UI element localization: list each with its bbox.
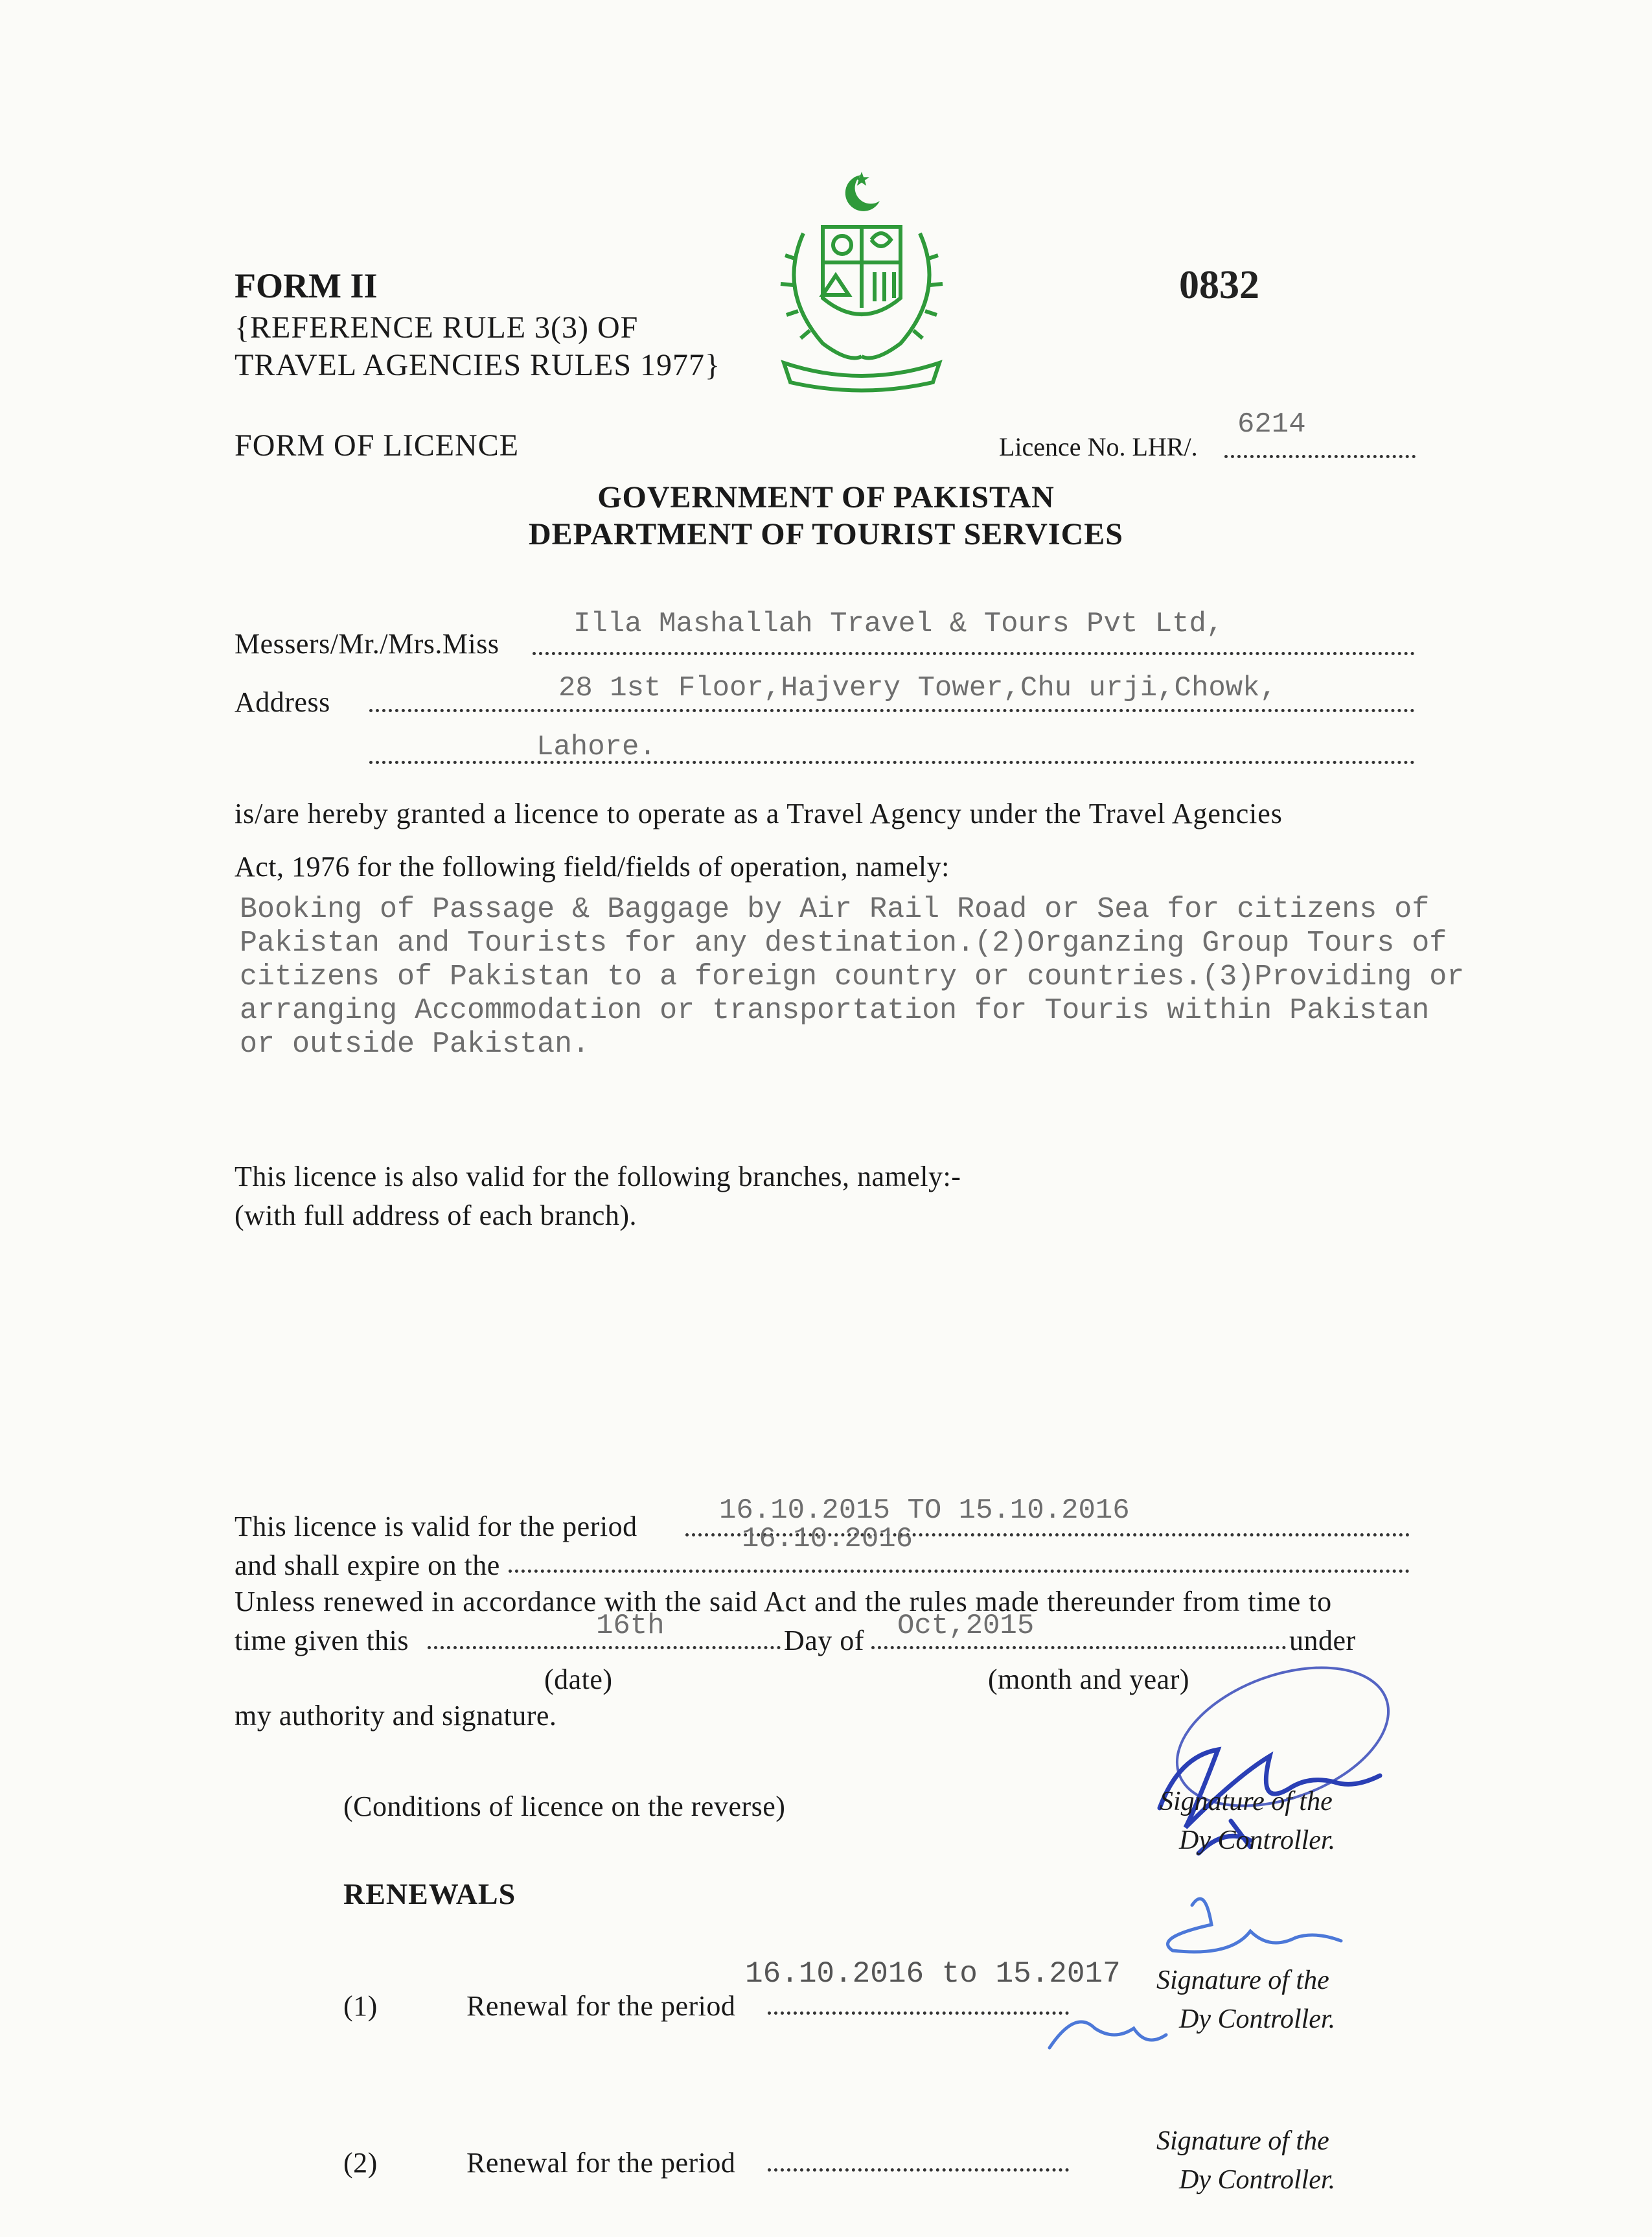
given-label: time given this — [235, 1625, 409, 1656]
licence-no-label: Licence No. LHR/. — [999, 432, 1198, 461]
branches-line-1: This licence is also valid for the following branches, namely:- — [235, 1161, 961, 1192]
expire-value: 16.10.2016 — [742, 1523, 913, 1555]
field-line: or outside Pakistan. — [240, 1028, 590, 1061]
renewal-1-value: 16.10.2016 to 15.2017 — [745, 1957, 1121, 1991]
licence-no-value: 6214 — [1237, 408, 1306, 441]
reference-line-1: {REFERENCE RULE 3(3) OF — [235, 310, 639, 345]
expire-dotted-line — [509, 1570, 1410, 1573]
form-title: FORM II — [235, 266, 378, 305]
government-heading: GOVERNMENT OF PAKISTAN — [597, 480, 1055, 515]
name-label: Messers/Mr./Mrs.Miss — [235, 628, 499, 660]
date-caption: (date) — [544, 1663, 613, 1695]
reference-line-2: TRAVEL AGENCIES RULES 1977} — [235, 348, 721, 382]
validity-period-value: 16.10.2015 TO 15.10.2016 — [719, 1494, 1130, 1527]
renewal-1-sig-line-2: Dy Controller. — [1179, 2004, 1336, 2034]
signature-caption-line-2: Dy Controller. — [1179, 1826, 1336, 1855]
signature-caption-line-1: Signature of the — [1160, 1787, 1333, 1816]
renewal-2-sig-line-2: Dy Controller. — [1179, 2165, 1336, 2195]
renewals-heading: RENEWALS — [343, 1877, 516, 1910]
field-line: Booking of Passage & Baggage by Air Rail Road or Sea for citizens of — [240, 893, 1430, 926]
field-line: Pakistan and Tourists for any destination.(2)Organzing Group Tours of — [240, 927, 1447, 960]
authority-text: my authority and signature. — [235, 1700, 557, 1732]
renewal-2-sig-line-1: Signature of the — [1156, 2126, 1329, 2156]
fields-of-operation — [240, 893, 1464, 1061]
field-line: arranging Accommodation or transportation for Touris within Pakistan — [240, 994, 1430, 1027]
renewal-2-dotted-line — [768, 2168, 1069, 2172]
form-of-licence: FORM OF LICENCE — [235, 428, 520, 463]
conditions-note: (Conditions of licence on the reverse) — [343, 1791, 786, 1822]
under-label: under — [1289, 1625, 1356, 1656]
renewal-2-label: Renewal for the period — [466, 2147, 736, 2179]
name-dotted-line — [533, 652, 1415, 655]
renewal-1-number: (1) — [343, 1990, 378, 2022]
given-day-dotted-line — [428, 1646, 781, 1649]
grant-text-line-1: is/are hereby granted a licence to operate as a Travel Agency under the Travel Agencies — [235, 798, 1283, 829]
given-day-value: 16th — [596, 1610, 665, 1642]
renewal-1-dotted-line — [768, 2011, 1069, 2015]
address-dotted-line-1 — [369, 709, 1415, 712]
branches-line-2: (with full address of each branch). — [235, 1200, 637, 1231]
renewal-1-label: Renewal for the period — [466, 1990, 736, 2022]
field-line: citizens of Pakistan to a foreign country or countries.(3)Providing or — [240, 960, 1465, 993]
day-of-label: Day of — [784, 1625, 864, 1656]
renewal-1-sig-line-1: Signature of the — [1156, 1965, 1329, 1995]
grant-text-line-2: Act, 1976 for the following field/fields of operation, namely: — [235, 851, 950, 883]
month-year-caption: (month and year) — [988, 1663, 1189, 1695]
address-line-2: Lahore. — [536, 731, 656, 763]
address-line-1: 28 1st Floor,Hajvery Tower,Chu urji,Chowk, — [558, 672, 1277, 704]
month-year-dotted-line — [871, 1646, 1286, 1649]
serial-number: 0832 — [1179, 263, 1259, 307]
address-label: Address — [235, 686, 330, 718]
validity-period-label: This licence is valid for the period — [235, 1511, 637, 1542]
renewal-2-number: (2) — [343, 2147, 378, 2179]
address-dotted-line-2 — [369, 761, 1415, 764]
month-year-value: Oct,2015 — [897, 1610, 1035, 1642]
licensee-name: Illa Mashallah Travel & Tours Pvt Ltd, — [573, 608, 1224, 640]
expire-label: and shall expire on the — [235, 1549, 500, 1581]
licence-no-dotted-line — [1224, 455, 1416, 458]
renewal-condition-line: Unless renewed in accordance with the said Act and the rules made thereunder from time to — [235, 1586, 1333, 1617]
department-heading: DEPARTMENT OF TOURIST SERVICES — [529, 517, 1123, 551]
state-emblem-icon — [764, 168, 959, 402]
